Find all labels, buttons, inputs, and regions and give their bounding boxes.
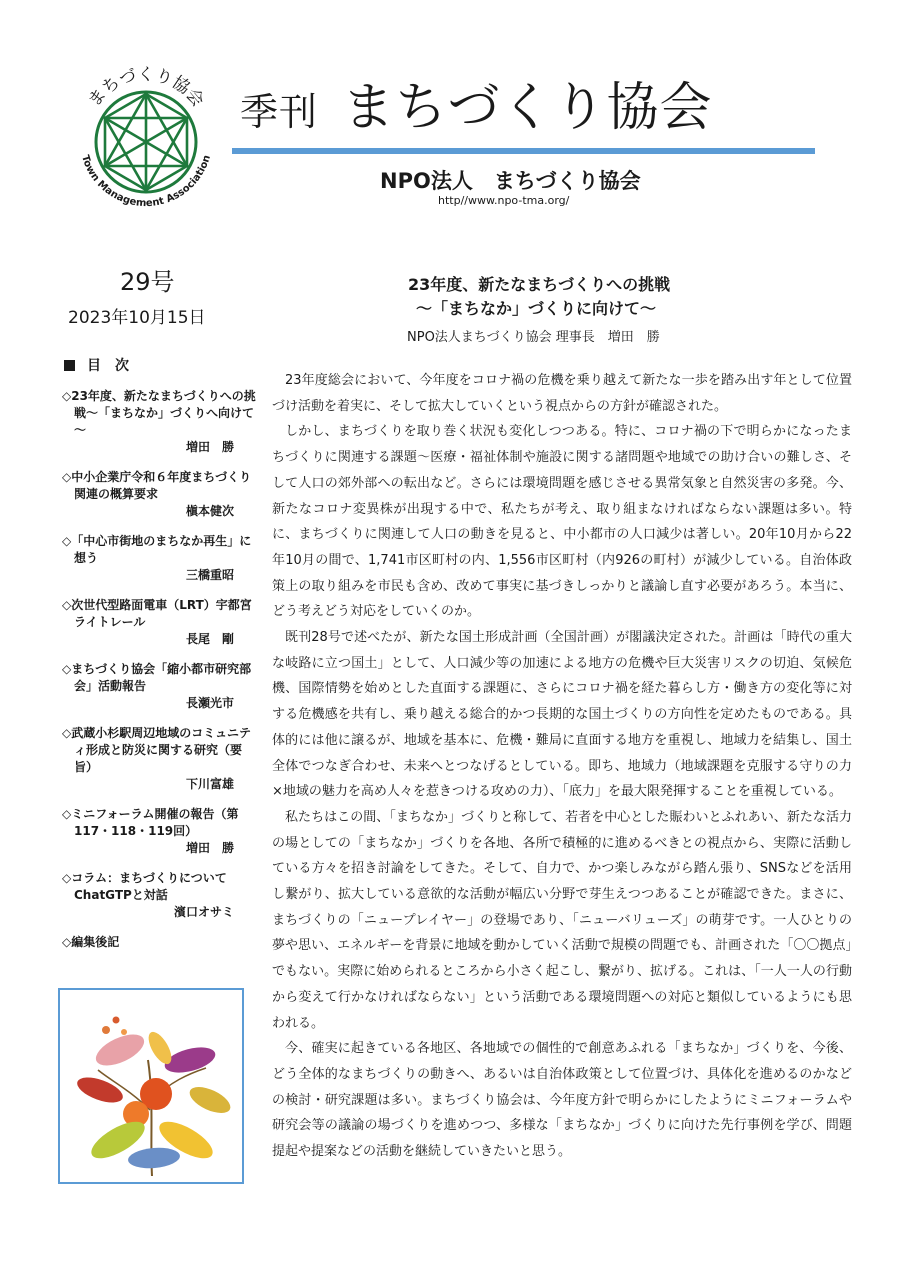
toc-item-author: 長瀬光市 bbox=[185, 696, 234, 710]
leaves-drawing bbox=[60, 990, 242, 1182]
toc-item[interactable] bbox=[62, 725, 256, 793]
toc-item-title: ◇コラム：まちづくりについてChatGTPと対話 bbox=[62, 871, 227, 902]
toc-item[interactable] bbox=[62, 934, 256, 951]
article-paragraph: 今、確実に起きている各地区、各地域での個性的で創意あふれる「まちなか」づくりを、今後、どう全体的なまちづくりの動きへ、あるいは自治体政策として位置づけ、具体化を進めるのかなどの検討・研究課題は多い。まちづくり協会は、今年度方針で明らかにしたようにミニフォーラムや研究会等の議論の場づくりを進めつつ、多様な「まちなか」づくりに向けた先行事例を学び、問題提起や提案などの活動を継続していきたいと思う。 bbox=[272, 1041, 852, 1160]
toc-item[interactable] bbox=[62, 870, 256, 921]
article-paragraph: 既刊28号で述べたが、新たな国土形成計画（全国計画）が閣議決定された。計画は「時代の重大な岐路に立つ国土」として、人口減少等の加速による地方の危機や巨大災害リスクの切迫、気候危機、国際情勢を始めとした直面する課題に、さらにコロナ禍を経た暮らし方・働き方の変化等に対する危機感を共有し、乗り越える総合的かつ長期的な国土づくりの方向性を定めたものである。具体的には他に譲るが、地域を基本に、危機・難局に直面する地方を重視し、地域力を結集し、国土全体でつなぎ合わせ、未来へとつなげるとしている。即ち、地域力（地域課題を克服する守りの力×地域の魅力を高め人々を惹きつける攻めの力）、「底力」を最大限発揮することを重視している。 bbox=[272, 630, 852, 800]
toc-item-title: ◇「中心市街地のまちなか再生」に想う bbox=[62, 534, 252, 565]
toc-item-author: 濱口オサミ bbox=[173, 905, 234, 919]
toc-item-author: 増田 勝 bbox=[185, 841, 234, 855]
toc-item-title: ◇武蔵小杉駅周辺地域のコミュニティ形成と防災に関する研究（要旨） bbox=[62, 726, 251, 774]
toc-item-author: 長尾 剛 bbox=[185, 632, 234, 646]
toc-item[interactable] bbox=[62, 533, 256, 584]
toc-item-title: ◇23年度、新たなまちづくりへの挑戦～「まちなか」づくりへ向けて～ bbox=[62, 389, 256, 437]
quarterly-label: 季刊 bbox=[240, 90, 319, 134]
toc-heading bbox=[64, 355, 129, 375]
toc-item-title: ◇編集後記 bbox=[62, 935, 120, 949]
toc-item[interactable] bbox=[62, 661, 256, 712]
logo-ring-text: Town Management Association bbox=[79, 153, 213, 210]
toc-item-author: 三橋重昭 bbox=[185, 568, 234, 582]
autumn-leaves-illustration bbox=[58, 988, 244, 1184]
toc-item-title: ◇ミニフォーラム開催の報告（第117・118・119回） bbox=[62, 807, 239, 838]
toc-heading-label: 目 次 bbox=[87, 358, 129, 374]
logo-arc-text: まちづくり協会 bbox=[84, 64, 208, 111]
article-paragraph: しかし、まちづくりを取り巻く状況も変化しつつある。特に、コロナ禍の下で明らかになったまちづくりに関連する課題～医療・福祉体制や施設に関する諸問題や地域での助け合いの難しさ、そして人口の郊外部への転出など。さらには環境問題を感じさせる異常気象と自然災害の多発。今、新たなコロナ変異株が出現する中で、私たちが考え、取り組まなければならない課題は多い。特に、まちづくりに関連して人口の動きを見ると、中小都市の人口減少は著しい。20年10月から22年10月の間で、1,741市区町村の内、1,556市区町村（内926の町村）が減少している。自治体政策上の取り組みを市民も含め、改めて事実に基づきしっかりと議論し直す必要があろう。本当に、どう考えどう対応をしていくのか。 bbox=[272, 424, 852, 620]
article-byline: NPO法人まちづくり協会 理事長 増田 勝 bbox=[407, 330, 660, 345]
table-of-contents bbox=[62, 388, 256, 964]
website-url[interactable]: http//www.npo-tma.org/ bbox=[438, 194, 570, 207]
square-bullet-icon bbox=[64, 360, 75, 371]
toc-item-title: ◇まちづくり協会「縮小都市研究部会」活動報告 bbox=[62, 662, 252, 693]
toc-item[interactable] bbox=[62, 388, 256, 456]
toc-item[interactable] bbox=[62, 597, 256, 648]
title-rule bbox=[232, 148, 815, 154]
toc-item[interactable] bbox=[62, 469, 256, 520]
article-subtitle: ～「まちなか」づくりに向けて～ bbox=[416, 299, 657, 318]
association-logo bbox=[66, 58, 226, 218]
organization-name: NPO法人 まちづくり協会 bbox=[380, 169, 641, 193]
toc-item-author: 槇本健次 bbox=[185, 504, 234, 518]
toc-item-author: 増田 勝 bbox=[185, 440, 234, 454]
article-paragraph: 23年度総会において、今年度をコロナ禍の危機を乗り越えて新たな一歩を踏み出す年として位置づけ活動を着実に、そして拡大していくという視点からの方針が確認された。 bbox=[272, 373, 852, 414]
issue-number: 29号 bbox=[120, 268, 175, 296]
newsletter-title bbox=[240, 78, 713, 142]
issue-date: 2023年10月15日 bbox=[68, 308, 206, 328]
article-paragraph: 私たちはこの間、「まちなか」づくりと称して、若者を中心とした賑わいとふれあい、新たな活力の場としての「まちなか」づくりを各地、各所で積極的に進めるべきとの視点から、実際に活動している方々を招き討論をしてきた。そして、自力で、かつ楽しみながら踏ん張り、SNSなどを活用し繋がり、拡大している意欲的な活動が幅広い分野で芽生えつつあることが確認できた。まさに、まちづくりの「ニュープレイヤー」の登場であり、「ニューバリューズ」の萌芽です。一人ひとりの夢や思い、エネルギーを背景に地域を動かしていく活動で規模の問題でも、計画された「〇〇拠点」でもない。実際に始められるところから小さく起こし、繋がり、拡げる。これは、「一人一人の行動から変えて行かなければならない」という活動である環境問題への対応と類似しているようにも思われる。 bbox=[272, 809, 852, 1031]
toc-item[interactable] bbox=[62, 806, 256, 857]
toc-item-title: ◇中小企業庁令和６年度まちづくり関連の概算要求 bbox=[62, 470, 252, 501]
newsletter-name: まちづくり協会 bbox=[342, 78, 713, 138]
toc-item-title: ◇次世代型路面電車（LRT）宇都宮ライトレール bbox=[62, 598, 252, 629]
article-body bbox=[272, 368, 852, 1165]
article-title: 23年度、新たなまちづくりへの挑戦 bbox=[408, 275, 671, 294]
toc-item-author: 下川富雄 bbox=[185, 777, 234, 791]
